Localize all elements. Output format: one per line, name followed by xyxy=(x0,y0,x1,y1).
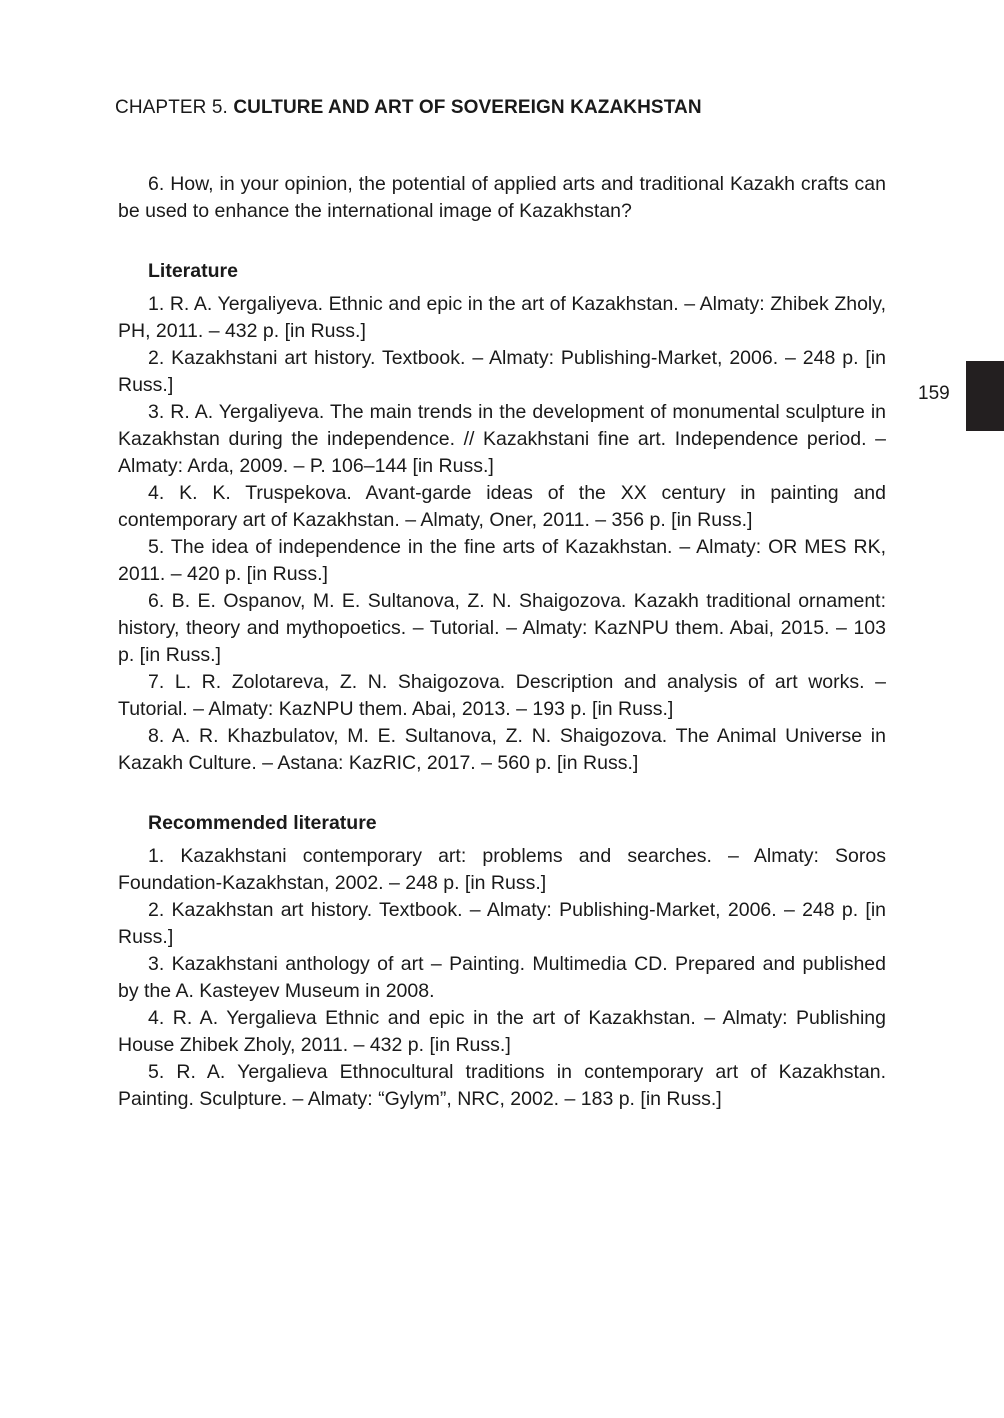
reference-item: 2. Kazakhstani art history. Textbook. – Almaty: Publishing-Market, 2006. – 248 p. [in Russ.] xyxy=(118,347,886,396)
reference-item: 7. L. R. Zolotareva, Z. N. Shaigozova. Description and analysis of art works. – Tutorial. – Almaty: KazNPU them. Abai, 2013. – 193 p. [in Russ.] xyxy=(118,671,886,720)
reference-item: 6. B. E. Ospanov, M. E. Sultanova, Z. N. Shaigozova. Kazakh traditional ornament: history, theory and mythopoetics. – Tutorial. – Almaty: KazNPU them. Abai, 2015. – 103 p. [in Russ.] xyxy=(118,590,886,666)
reference-item: 4. K. K. Truspekova. Avant-garde ideas of the XX century in painting and contemporary art of Kazakhstan. – Almaty, Oner, 2011. – 356 p. [in Russ.] xyxy=(118,482,886,531)
recommended-item: 5. R. A. Yergalieva Ethnocultural traditions in contemporary art of Kazakhstan. Painting. Sculpture. – Almaty: “Gylym”, NRC, 2002. – 183 p. [in Russ.] xyxy=(118,1061,886,1110)
reference-item: 1. R. A. Yergaliyeva. Ethnic and epic in the art of Kazakhstan. – Almaty: Zhibek Zholy, PH, 2011. – 432 p. [in Russ.] xyxy=(118,293,886,342)
reference-item: 5. The idea of independence in the fine arts of Kazakhstan. – Almaty: OR MES RK, 2011. – 420 p. [in Russ.] xyxy=(118,536,886,585)
recommended-literature-list xyxy=(118,843,886,1113)
chapter-prefix: CHAPTER 5. xyxy=(115,97,228,118)
reference-item: 8. A. R. Khazbulatov, M. E. Sultanova, Z. N. Shaigozova. The Animal Universe in Kazakh Culture. – Astana: KazRIC, 2017. – 560 p. [in Russ.] xyxy=(118,725,886,774)
recommended-item: 4. R. A. Yergalieva Ethnic and epic in the art of Kazakhstan. – Almaty: Publishing House Zhibek Zholy, 2011. – 432 p. [in Russ.] xyxy=(118,1007,886,1056)
recommended-item: 2. Kazakhstan art history. Textbook. – Almaty: Publishing-Market, 2006. – 248 p. [in Russ.] xyxy=(118,899,886,948)
recommended-item: 3. Kazakhstani anthology of art – Painting. Multimedia CD. Prepared and published by the A. Kasteyev Museum in 2008. xyxy=(118,953,886,1002)
running-header xyxy=(115,96,702,120)
page-number: 159 xyxy=(918,383,950,404)
recommended-item: 1. Kazakhstani contemporary art: problems and searches. – Almaty: Soros Foundation-Kazakhstan, 2002. – 248 p. [in Russ.] xyxy=(118,845,886,894)
literature-list xyxy=(118,291,886,777)
chapter-title: CULTURE AND ART OF SOVEREIGN KAZAKHSTAN xyxy=(233,97,702,118)
reference-item: 3. R. A. Yergaliyeva. The main trends in the development of monumental sculpture in Kazakhstan during the independence. // Kazakhstani fine art. Independence period. – Almaty: Arda, 2009. – P. 106–144 [in Russ.] xyxy=(118,401,886,477)
recommended-literature-heading: Recommended literature xyxy=(148,812,377,834)
thumb-index-tab xyxy=(966,361,1004,431)
page-body xyxy=(118,171,886,1113)
literature-heading: Literature xyxy=(148,260,238,282)
question-item: 6. How, in your opinion, the potential of applied arts and traditional Kazakh crafts can be used to enhance the international image of Kazakhstan? xyxy=(118,173,886,222)
